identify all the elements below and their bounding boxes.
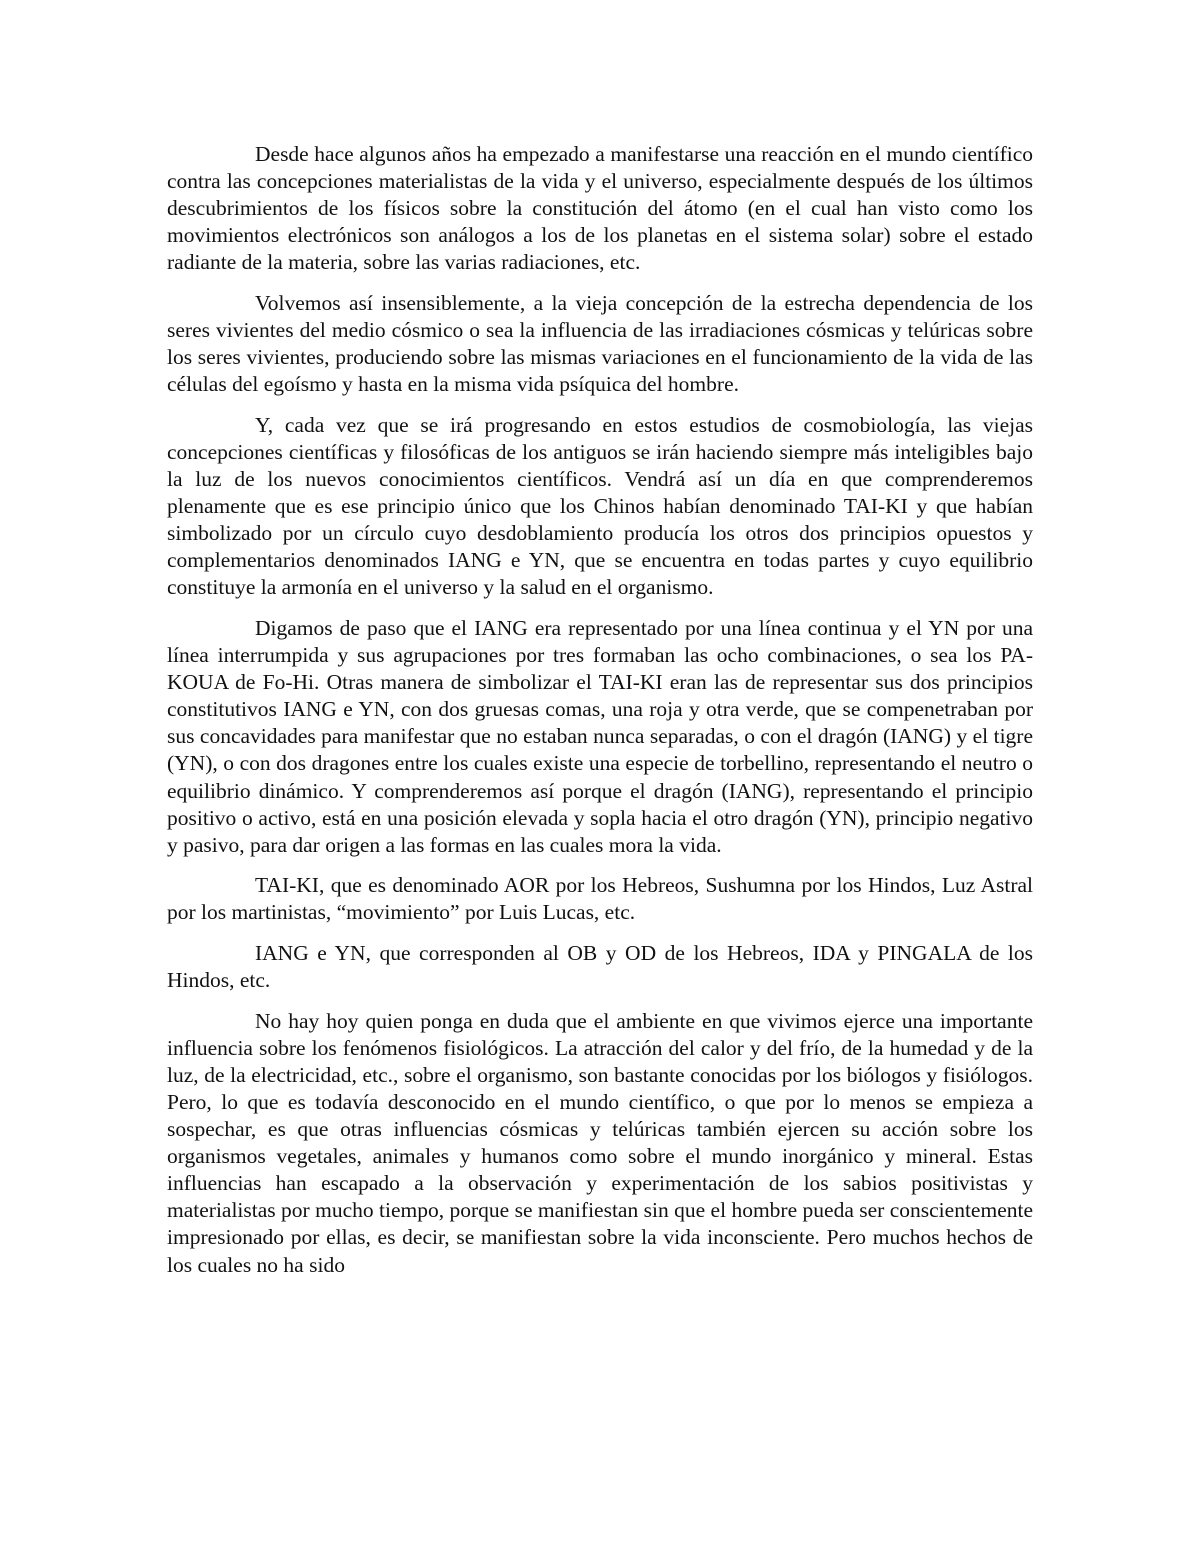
paragraph-1: Desde hace algunos años ha empezado a manifestarse una reacción en el mundo científico contra las concepciones materialistas de la vida y el universo, especialmente después de los últimos descubrimientos de los físicos sobre la constitución del átomo (en el cual han visto como los movimientos electrónicos son análogos a los de los planetas en el sistema solar) sobre el estado radiante de la materia, sobre las varias radiaciones, etc. bbox=[167, 142, 1033, 275]
paragraph-4: Digamos de paso que el IANG era representado por una línea continua y el YN por una línea interrumpida y sus agrupaciones por tres formaban las ocho combinaciones, o sea los PA-KOUA de Fo-Hi. Otras manera de simbolizar el TAI-KI eran las de representar sus dos principios constitutivos IANG e YN, con dos gruesas comas, una roja y otra verde, que se compenetraban por sus concavidades para manifestar que no estaban nunca separadas, o con el dragón (IANG) y el tigre (YN), o con dos dragones entre los cuales existe una especie de torbellino, representando el neutro o equilibrio dinámico. Y comprenderemos así porque el dragón (IANG), representando el principio positivo o activo, está en una posición elevada y sopla hacia el otro dragón (YN), principio negativo y pasivo, para dar origen a las formas en las cuales mora la vida. bbox=[167, 616, 1033, 857]
paragraph-3: Y, cada vez que se irá progresando en estos estudios de cosmobiología, las viejas concepciones científicas y filosóficas de los antiguos se irán haciendo siempre más inteligibles bajo la luz de los nuevos conocimientos científicos. Vendrá así un día en que comprenderemos plenamente que es ese principio único que los Chinos habían denominado TAI-KI y que habían simbolizado por un círculo cuyo desdoblamiento producía los otros dos principios opuestos y complementarios denominados IANG e YN, que se encuentra en todas partes y cuyo equilibrio constituye la armonía en el universo y la salud en el organismo. bbox=[167, 412, 1033, 600]
paragraph-6: IANG e YN, que corresponden al OB y OD de los Hebreos, IDA y PINGALA de los Hindos, etc. bbox=[167, 941, 1033, 993]
paragraph-2: Volvemos así insensiblemente, a la vieja concepción de la estrecha dependencia de los seres vivientes del medio cósmico o sea la influencia de las irradiaciones cósmicas y telúricas sobre los seres vivientes, produciendo sobre las mismas variaciones en el funcionamiento de la vida de las células del egoísmo y hasta en la misma vida psíquica del hombre. bbox=[167, 290, 1033, 397]
body-text bbox=[167, 141, 1033, 1292]
paragraph-7: No hay hoy quien ponga en duda que el ambiente en que vivimos ejerce una importante influencia sobre los fenómenos fisiológicos. La atracción del calor y del frío, de la humedad y de la luz, de la electricidad, etc., sobre el organismo, son bastante conocidas por los biólogos y fisiólogos. Pero, lo que es todavía desconocido en el mundo científico, o que por lo menos se empieza a sospechar, es que otras influencias cósmicas y telúricas también ejercen su acción sobre los organismos vegetales, animales y humanos como sobre el mundo inorgánico y mineral. Estas influencias han escapado a la observación y experimentación de los sabios positivistas y materialistas por mucho tiempo, porque se manifiestan sin que el hombre pueda ser conscientemente impresionado por ellas, es decir, se manifiestan sobre la vida inconsciente. Pero muchos hechos de los cuales no ha sido bbox=[167, 1008, 1033, 1277]
paragraph-5: TAI-KI, que es denominado AOR por los Hebreos, Sushumna por los Hindos, Luz Astral por los martinistas, “movimiento” por Luis Lucas, etc. bbox=[167, 873, 1033, 925]
